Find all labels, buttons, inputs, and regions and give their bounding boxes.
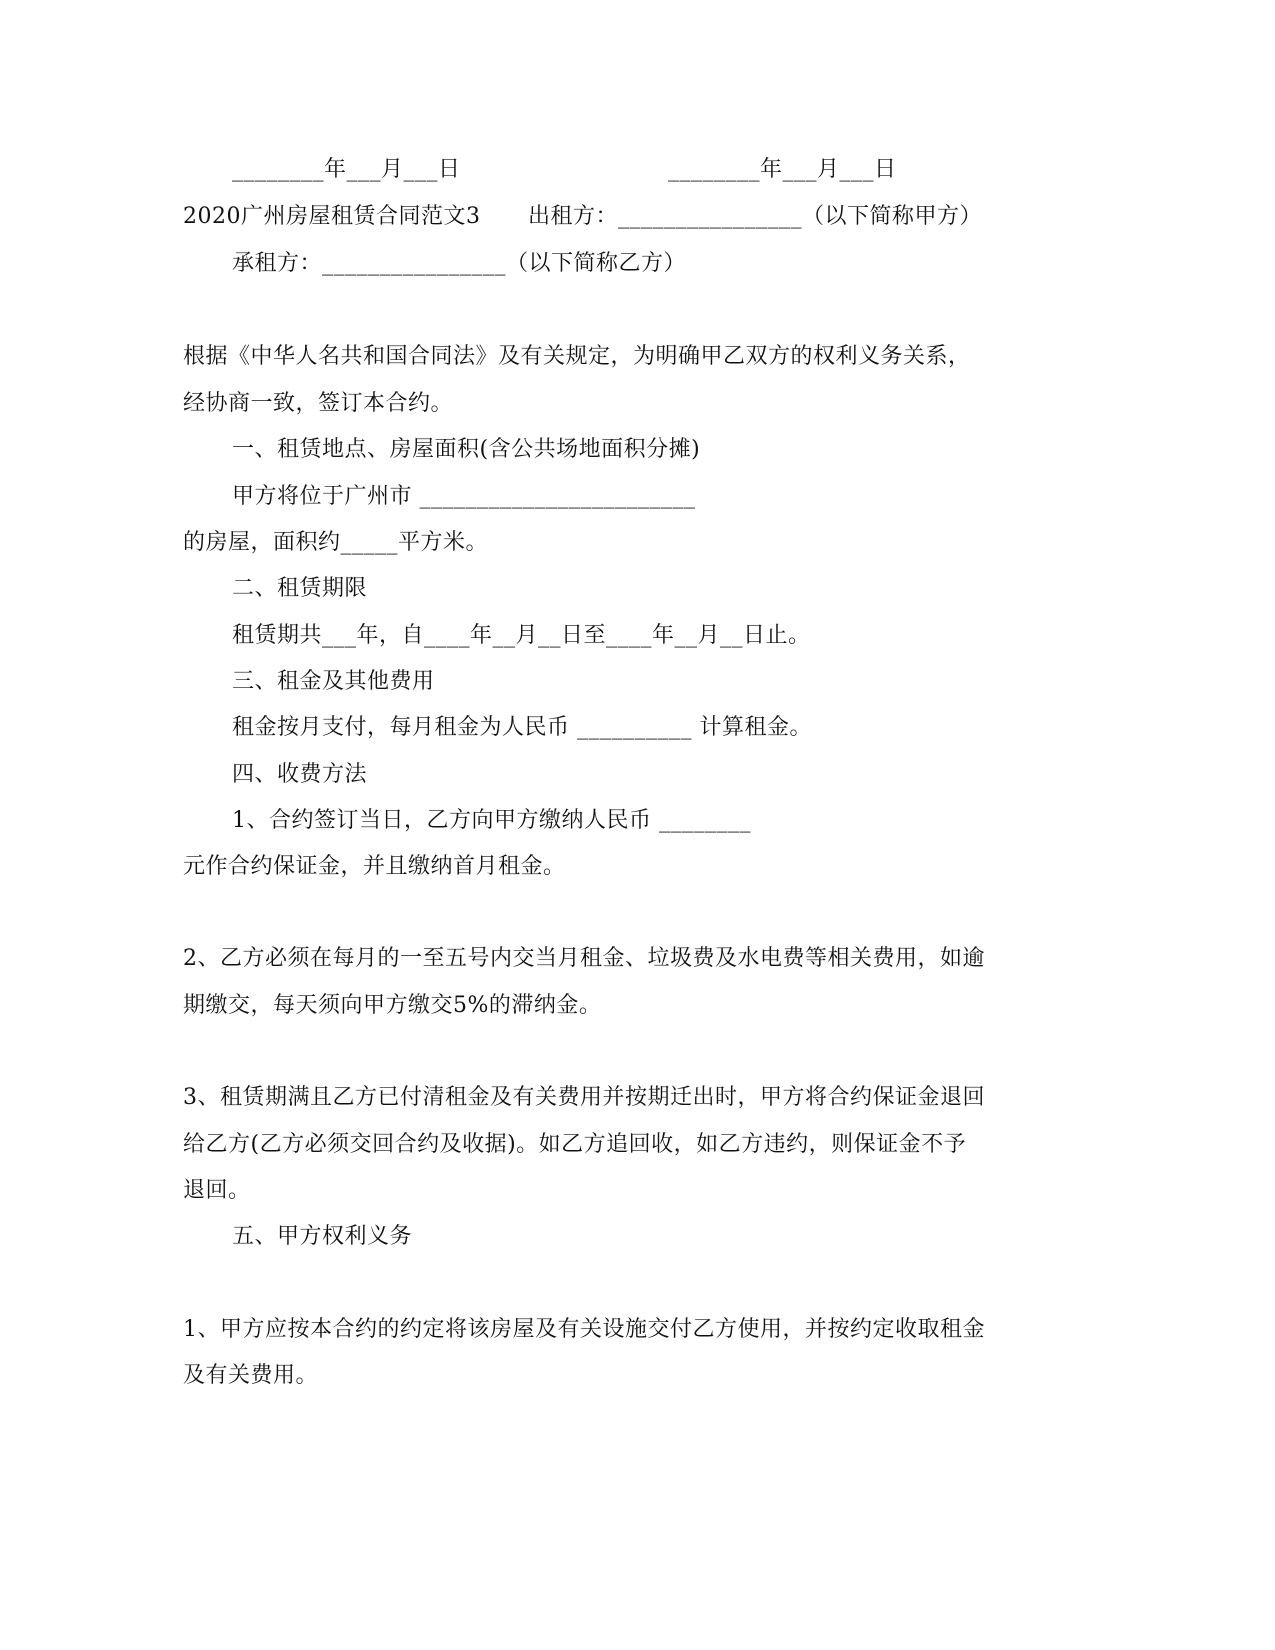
section-4-item-3-line-3: 退回。 bbox=[183, 1178, 251, 1203]
section-4-item-3-line-2: 给乙方(乙方必须交回合约及收据)。如乙方追回收，如乙方违约，则保证金不予 bbox=[183, 1132, 967, 1157]
section-4-item-3-line-1: 3、租赁期满且乙方已付清租金及有关费用并按期迁出时，甲方将合约保证金退回 bbox=[183, 1085, 985, 1110]
intro-line-1: 根据《中华人名共和国合同法》及有关规定，为明确甲乙双方的权利义务关系， bbox=[183, 344, 971, 369]
section-4-item-1-line-2: 元作合约保证金，并且缴纳首月租金。 bbox=[183, 854, 566, 879]
intro-line-2: 经协商一致，签订本合约。 bbox=[183, 391, 454, 416]
section-4-item-1-line-1: 1、合约签订当日，乙方向甲方缴纳人民币 ________ bbox=[232, 808, 751, 833]
section-4-item-2-line-2: 期缴交，每天须向甲方缴交5%的滞纳金。 bbox=[183, 993, 602, 1018]
section-5-heading: 五、甲方权利义务 bbox=[232, 1224, 413, 1249]
section-1-line-1: 甲方将位于广州市 ________________________ bbox=[232, 484, 696, 509]
section-5-item-1-line-2: 及有关费用。 bbox=[183, 1363, 319, 1388]
lessee-line: 承租方：________________（以下简称乙方） bbox=[232, 251, 687, 276]
date-line-left: ________年___月___日 bbox=[232, 157, 461, 182]
section-1-heading: 一、租赁地点、房屋面积(含公共场地面积分摊) bbox=[232, 437, 701, 462]
date-line-right: ________年___月___日 bbox=[668, 157, 897, 182]
section-5-item-1-line-1: 1、甲方应按本合约的约定将该房屋及有关设施交付乙方使用，并按约定收取租金 bbox=[183, 1317, 985, 1342]
section-1-line-2: 的房屋，面积约_____平方米。 bbox=[183, 530, 489, 555]
section-3-heading: 三、租金及其他费用 bbox=[232, 669, 435, 694]
section-4-heading: 四、收费方法 bbox=[232, 762, 368, 787]
section-2-heading: 二、租赁期限 bbox=[232, 576, 368, 601]
lessor-line: 出租方：________________（以下简称甲方） bbox=[528, 204, 983, 229]
section-3-line-1: 租金按月支付，每月租金为人民币 __________ 计算租金。 bbox=[232, 715, 812, 740]
section-2-line-1: 租赁期共___年，自____年__月__日至____年__月__日止。 bbox=[232, 623, 811, 648]
section-4-item-2-line-1: 2、乙方必须在每月的一至五号内交当月租金、垃圾费及水电费等相关费用，如逾 bbox=[183, 946, 985, 971]
document-title: 2020广州房屋租赁合同范文3 bbox=[183, 204, 481, 229]
